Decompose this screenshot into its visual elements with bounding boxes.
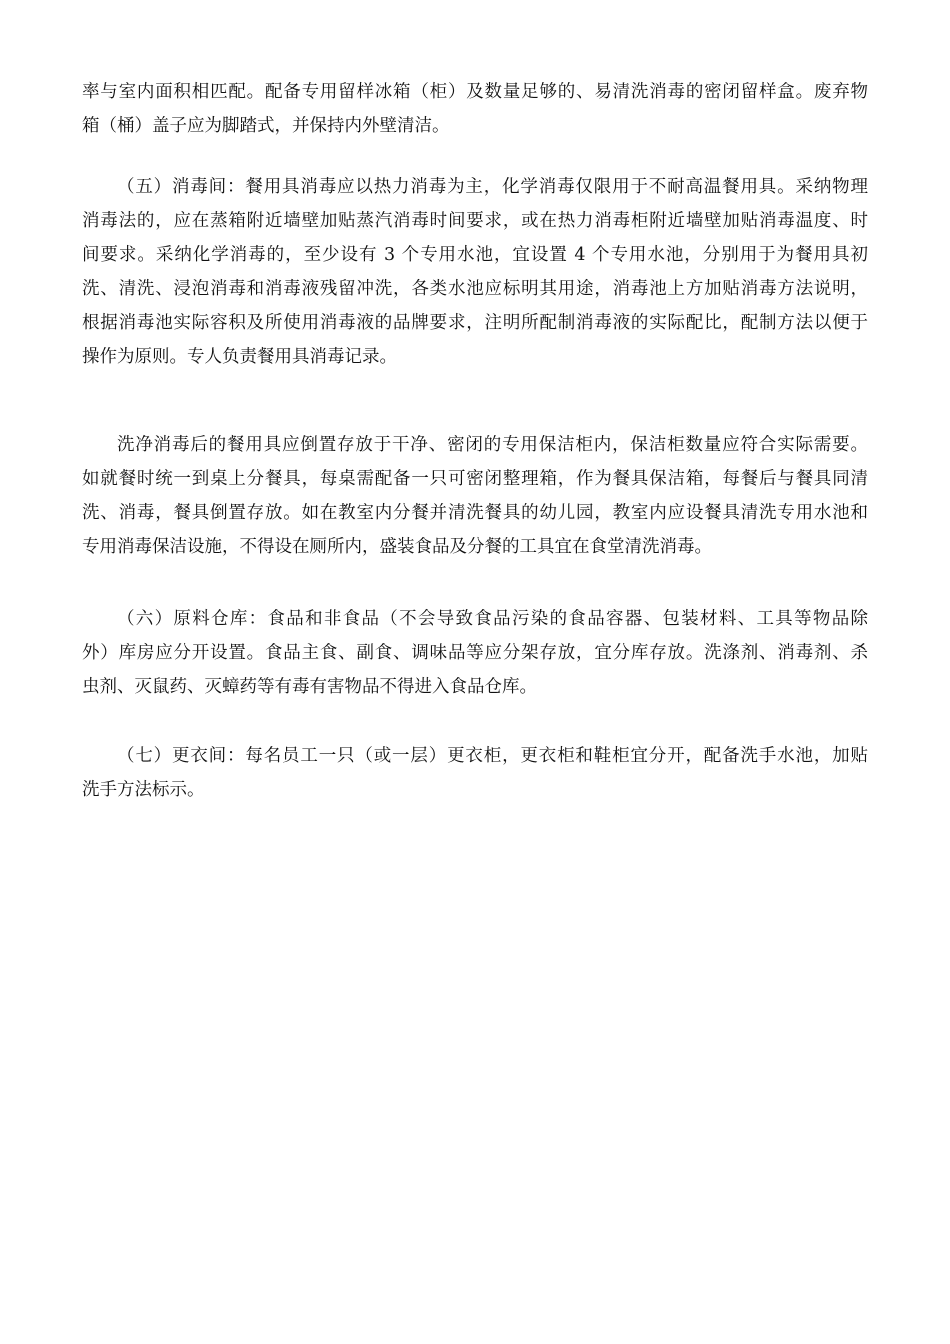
paragraph-tableware-storage [82,428,868,564]
text-line: （七）更衣间：每名员工一只（或一层）更衣柜，更衣柜和鞋柜宜分开，配备洗手水池，加贴 [117,746,868,766]
paragraph-changing-room [82,739,868,807]
text-line: 根据消毒池实际容积及所使用消毒液的品牌要求，注明所配制消毒液的实际配比，配制方法以便于 [82,313,868,333]
text-line: 消毒法的，应在蒸箱附近墙壁加贴蒸汽消毒时间要求，或在热力消毒柜附近墙壁加贴消毒温度、时 [82,211,868,231]
text-line: 间要求。采纳化学消毒的，至少设有 3 个专用水池，宜设置 4 个专用水池，分别用于为餐用具初 [82,245,868,265]
text-line: 洗、消毒，餐具倒置存放。如在教室内分餐并清洗餐具的幼儿园，教室内应设餐具清洗专用水池和 [82,503,868,523]
paragraph-disinfection-room [82,170,868,374]
text-line: 外）库房应分开设置。食品主食、副食、调味品等应分架存放，宜分库存放。洗涤剂、消毒剂、杀 [82,643,868,663]
paragraph-sample-retention [82,75,868,143]
text-line: 如就餐时统一到桌上分餐具，每桌需配备一只可密闭整理箱，作为餐具保洁箱，每餐后与餐具同清 [82,469,868,489]
text-line: 率与室内面积相匹配。配备专用留样冰箱（柜）及数量足够的、易清洗消毒的密闭留样盒。废弃物 [82,82,868,102]
text-line: （六）原料仓库：食品和非食品（不会导致食品污染的食品容器、包装材料、工具等物品除 [117,609,868,629]
paragraph-raw-material-warehouse [82,602,868,704]
text-line: 专用消毒保洁设施，不得设在厕所内，盛装食品及分餐的工具宜在食堂清洗消毒。 [82,537,712,557]
text-line: 洗、清洗、浸泡消毒和消毒液残留冲洗，各类水池应标明其用途，消毒池上方加贴消毒方法说明， [82,279,868,299]
text-line: 操作为原则。专人负责餐用具消毒记录。 [82,347,397,367]
text-line: 虫剂、灭鼠药、灭蟑药等有毒有害物品不得进入食品仓库。 [82,677,537,697]
text-line: 洗净消毒后的餐用具应倒置存放于干净、密闭的专用保洁柜内，保洁柜数量应符合实际需要。 [117,435,868,455]
text-line: 箱（桶）盖子应为脚踏式，并保持内外壁清洁。 [82,116,450,136]
text-line: （五）消毒间：餐用具消毒应以热力消毒为主，化学消毒仅限用于不耐高温餐用具。采纳物理 [117,177,868,197]
text-line: 洗手方法标示。 [82,780,205,800]
